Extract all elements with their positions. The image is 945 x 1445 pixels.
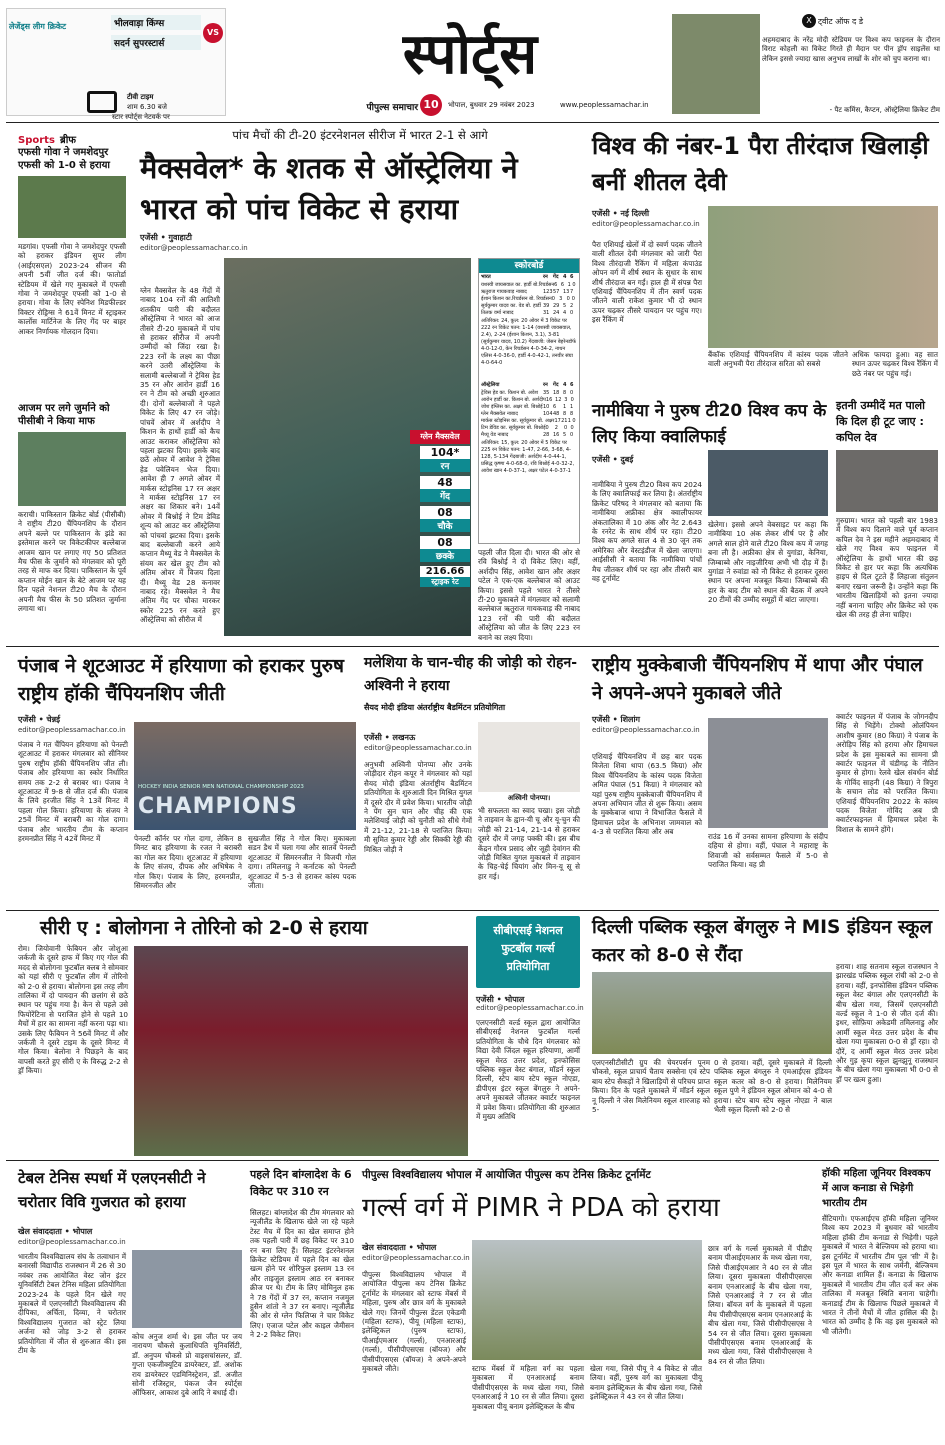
col-4s: 4 [563,274,567,280]
sixes: 8 [570,411,574,417]
balls: 2 [554,425,558,431]
kapil-photo [836,450,938,512]
junior-headline: हॉकी महिला जूनियर विश्वकप में आज कनाडा से भिड़ेगी भारतीय टीम [822,1168,931,1209]
sheetal-place: नई दिल्ली [620,209,650,218]
cbse-body-4: हराया। शाह सतनाम स्कूल राजस्थान ने झारखंड पब्लिक स्कूल रांची को 2-0 से हराया। वहीं, इनफोसिस इंडियन पब्लिक स्कूल वेस्ट बंगाल और एलएनसीटी के बीच खेला गया, जिसमें एलएनसीटी वर्ल्ड स्कूल ने 1-0 से जीत दर्ज की। इधर, सोफ़िया अकेडमी तमिलनाडु और आर्मी स्कूल मेरठ उत्तर प्रदेश के बीच खेला गया मुकाबला 0-0 से ड्रॉ रहा। दो दौरें, द आर्मी स्कूल मेरठ उत्तर प्रदेश और गुड़ कृपा स्कूल झुनझुनू राजस्थान के बीच खेला गया मुकाबला भी 0-0 से ड्रॉ पर खत्म हुआ। [836,962,938,1084]
tt-agency: खेल संवाददाता [18,1227,62,1236]
cbse-box [476,916,580,988]
col-4s: 4 [563,382,567,388]
balls: 6 [560,282,565,288]
section-title: स्पोर्ट्स [402,21,538,87]
pimr-cricket-photo [472,1240,702,1360]
brief-text-1: मडगांव। एफसी गोवा ने जमशेदपुर एफसी को हराकर इंडियन सुपर लीग (आईएसएल) 2023-24 सीजन की अपनी 5वीं जीत दर्ज की। फातोर्डा स्टेडियम में खेले गए मुकाबले में एफसी गोवा ने जमशेदपुर एफसी को 1-0 से हराया। गोवा के लिए स्पेनिश मिडफील्डर विक्टर रोड्रिग्स ने 61वें मिनट में स्ट्राइकर कार्लोस मार्टिनेज के लिए गेंद पर बाहर आकर निर्णायक गोलदान दिया। [18,242,126,336]
fours: 3 [564,397,568,403]
tweet-label: ट्वीट ऑफ द डे [818,17,864,26]
hockey-byline: एजेंसी • चेन्नई [18,715,61,724]
sheetal-byline: एजेंसी • नई दिल्ली [592,209,650,218]
page-number: 10 [420,94,442,116]
cbse-match-photo [592,972,832,1054]
batter: ऋतुराज गायकवाड़ नाबाद [481,289,527,295]
runs: 6 [554,282,558,288]
cbse-headline: दिल्ली पब्लिक स्कूल बेंगलुरु ने MIS इंडियन स्कूल कतर को 8-0 से रौंदा [592,917,932,966]
hockey-champions: CHAMPIONS [138,794,298,819]
stat-value: 08 [420,536,470,549]
sheetal-body-2: अधिक फायदा हुआ। वह सात स्थान ऊपर चढ़कर विश्व रैंकिंग में छठे नंबर पर पहुंच गई। [852,350,938,378]
lead-byline: एजेंसी • गुवाहाटी [140,233,192,242]
sixes: 0 [570,397,574,403]
pimr-body-2: स्टाफ मेंबर्स में महिला वर्ग का पहला मुकाबला में एनआरआई बनाम पीसीपीएसएस के मध्य खेला गया, जिसे एनआरआई ने 10 रन से जीत लिया। दूसरा मुकाबला पीयू बनाम इलेक्ट्रिकल के बीच [472,1364,584,1411]
hockey-headline: पंजाब ने शूटआउट में हरियाणा को हराकर पुरुष राष्ट्रीय हॉकी चैंपियनशिप जीती [18,655,344,705]
fours: 1 [563,404,567,410]
seriea-body: रोम। जियोवानी फेबियन और जोशुआ जर्कजी के दूसरे हाफ में किए गए गोल की मदद से बोलोगना फुटबॉल क्लब ने सोमवार को यहां सीरी ए फुटबॉल लीग में तोरिनो को 2-0 से हराया। बोलोगना इस तरह लीग तालिका में दो पायदान की छलांग से छठे स्थान पर पहुंच गया है। केन से पहले उसे फियोरेंटिना से पराजित होने से पहले 10 मैचों में हार का सामना नहीं करना पड़ा था। उसके लिए फैबियन ने 56वें मिनट में और जर्कजी ने दूसरे टाइम के दूसरे मिनट में गोल किया। बेलोना ने पिछड़ने के बाद वापसी करते हुए सीरी ए के विरुद्ध 2-2 से ड्रॉ किया। [18,944,128,1076]
badminton-body: अनुभवी अश्विनी पोनप्पा और उनके जोड़ीदार रोहन कपूर ने मंगलवार को यहां सैयद मोदी इंडिया अंतर्राष्ट्रीय बैडमिंटन प्रतियोगिता के शुरुआती दिन मिश्रित युगल में दूसरे दौर में प्रवेश किया। भारतीय जोड़ी ने पेंग सुन चान और चीह की एक मलेशियाई जोड़ी को चुनौती को सीधे गेमों में 21-12, 21-18 से पराजित किया। मी सुमित कुमार रेड्डी और सिक्की रेड्डी की मिश्रित जोड़ी ने [364,760,472,854]
boxing-byline: एजेंसी • शिलांग [592,715,641,724]
pimr-kicker: पीपुल्स विश्वविद्यालय भोपाल में आयोजित पीपुल्स कप टेनिस क्रिकेट टूर्नामेंट [362,1169,651,1181]
dateline: भोपाल, बुधवार 29 नवंबर 2023 [448,101,535,109]
pimr-agency: खेल संवाददाता [362,1243,406,1252]
scoreboard-title: स्कोरबोर्ड [479,259,579,273]
brief-logo-s: Sports [18,135,55,146]
cbse-body: एलएनसीटी वर्ल्ड स्कूल द्वारा आयोजित सीबीएसई नेशनल फुटबॉल गर्ल्स प्रतियोगिता के चौथे दिन मंगलवार को विद्या देवी जिंदल स्कूल हरियाणा, आर्मी स्कूल मेरठ उत्तर प्रदेश, इनफोसिस पब्लिक स्कूल वेस्ट बंगाल, मॉडर्न स्कूल दिल्ली, स्टेप बाय स्टेप स्कूल नोएडा, डीपीएस इंटर स्कूल बेंगलुरु ने अपने-अपने मुकाबले जीतकर क्वार्टर फाइनल में प्रवेश किया। प्रतियोगिता की शुरुआत में मुख्य अतिथि [476,1018,580,1122]
namibia-place: दुबई [620,455,634,464]
pimr-headline: गर्ल्स वर्ग में PIMR ने PDA को हराया [362,1193,720,1223]
hockey-banner: HOCKEY INDIA SENIOR MEN NATIONAL CHAMPIONSHIP 2023 [138,784,304,790]
batter: मार्कस स्टोइनिस का. सूर्यकुमार बो. अक्षर [481,418,555,424]
stat-label: स्ट्राइक रेट [420,577,470,587]
cbse-box-text: सीबीएसई नेशनल फुटबॉल गर्ल्स प्रतियोगिता [493,924,563,973]
batter: ट्रेविस हेड का. किशन बो. अवेश [481,390,539,396]
col-6s: 6 [570,382,574,388]
table-row [479,289,579,296]
fours: 8 [563,411,567,417]
runs: 16 [545,397,553,403]
kapil-headline: इतनी उम्मीदें मत पालो कि दिल ही टूट जाए : कपिल देव [836,399,925,444]
fours: 5 [563,432,567,438]
tt-place: भोपाल [72,1227,93,1236]
football-match-photo [134,946,468,1156]
brief-headline-1: एफसी गोवा ने जमशेदपुर एफसी को 1-0 से हराया [18,147,110,171]
archery-photo [708,206,938,348]
team1: भीलवाड़ा किंग्स [111,15,201,30]
runs: 28 [543,432,550,438]
stat-label: रन [420,459,470,472]
col-runs: रन [543,274,548,280]
badminton-byline: एजेंसी • लखनऊ [364,733,416,742]
cbse-byline: एजेंसी • भोपाल [476,995,525,1004]
badminton-place: लखनऊ [392,733,416,742]
tv-icon [87,91,117,113]
runs: 17 [554,418,561,424]
table-row [479,418,579,425]
vs-badge: VS [203,23,223,43]
azam-photo [18,432,126,506]
balls: 48 [553,411,560,417]
ban-body: सिलहट। बांग्लादेश की टीम मंगलवार को न्यूजीलैंड के खिलाफ खेले जा रहे पहले टेस्ट मैच में दिन का खेल समाप्त होने तक पहली पारी में छह विकेट पर 310 रन बना लिए हैं। सिलहट इंटरनेशनल क्रिकेट स्टेडियम में पहले दिन का खेल खत्म होने पर शोरिफुल इस्लाम 13 रन और ताइजुल इस्लाम आठ रन बनाकर क्रीज पर थे। टीम के लिए मोमिनुल हक ने 78 गेंदों में 37 रन, कप्तान नजमुल हुसैन शांतो ने 37 रन बनाए। न्यूजीलैंड की ओर से ग्लेन फिलिप्स ने चार विकेट लिए। एजाज पटेल और काइल जैमीसन ने 2-2 विकेट लिए। [250,1208,354,1340]
lead-body-1: ग्लेन मैक्सवेल के 48 गेंदों में नाबाद 104 रनों की आतिशी शतकीय पारी की बदौलत ऑस्ट्रेलिया ने भारत को आज तीसरे टी-20 मुकाबले में पांच से हराकर सीरीज में अपनी उम्मीदों को जिंदा रखा है। 223 रनों के लक्ष्य का पीछा करने उतरी ऑस्ट्रेलिया के सलामी बल्लेबाजों ने ट्रेविस हेड 35 रन और आरोन हार्डी 16 रन ने टीम को अच्छी शुरुआत दी। दोनों बल्लेबाजों ने पहले विकेट के लिए 47 रन जोड़े। पांचवें ओवर में अर्शदीप ने किशन के हाथों हार्डी को कैच आउट कराकर ऑस्ट्रेलिया को पहला झटका दिया। इसके बाद छठें ओवर में आवेश ने ट्रेविस हेड पवेलियन भेज दिया। आवेश ही 7 अगले ओवर में मार्कस स्टोइनिस 17 रन अक्षर ने मार्कस स्टोइनिस 17 रन अक्षर का शिकार बने। 14वें ओवर में बिश्नोई ने टिम डेविड शून्य को आउट कर ऑस्ट्रेलिया को पांचवां झटका दिया। इसके बाद बल्लेबाजी करने आये कप्तान मैथ्यू वेड ने मैक्सवेल के संयम कर खेल हुए टीम को अंतिम ओवर में विजय दिला दी। मैथ्यू वेड 28 कनावर नाबाद रहे। मैक्सवेल ने मैच अंतिम गेंद पर चौका मारकर स्कोर 225 रन करते हुए ऑस्ट्रेलिया को सीरीज में [140,286,220,625]
fours: 4 [563,310,567,316]
sixes: 0 [570,425,574,431]
tv-label: टीवी टाइम [127,93,154,101]
pimr-body-3: खेला गया, जिसे पीयू ने 4 विकेट से जीत लिया। वहीं, पुरुष वर्ग का मुकाबला पीयू बनाम इलेक्ट्रिकल के बीच खेला गया, जिसे इलेक्ट्रिकल ने 43 रन से जीत लिया। [590,1364,702,1402]
table-row [479,425,579,432]
tv-time: शाम 6.30 बजे [127,103,167,111]
boxing-headline: राष्ट्रीय मुक्केबाजी चैंपियनशिप में थापा और पंघाल ने अपने-अपने मुकाबले जीते [592,655,923,704]
sixes: 1 [570,404,574,410]
sixes: 0 [570,390,574,396]
col-name: ऑस्ट्रेलिया [481,382,500,388]
stats-panel [420,446,470,636]
balls: 29 [553,303,560,309]
brief-text-2: कराची। पाकिस्तान क्रिकेट बोर्ड (पीसीबी) ने राष्ट्रीय टी20 चैंपियनशिप के दौरान अपने बल्ले पर पाकिस्तान के झंडे का इस्तेमाल करने पर विकेटकीपर बल्लेबाज आजम खान पर लगाए गए 50 प्रतिशत मैच फीस के जुर्माने को मंगलवार को पूरी तरह से माफ कर दिया। पाकिस्तान के पूर्व कप्तान मोईन खान के बेटे आजम पर यह दिन पहले नेशनल टी20 मैच के दौरान अपनी मैच फीस के 50 प्रतिशत जुर्माना लगाया था। [18,510,126,614]
runs: 0 [551,296,555,302]
fours: 13 [563,289,570,295]
scoreboard-extras-2: अतिरिक्त: 15, कुल: 20 ओवर में 5 विकेट पर 225 रन विकेट पतन: 1-47, 2-66, 3-68, 4-128, 5-134 गेंदबाजी: अर्शदीप 4-0-44-1, प्रसिद्ध कृष्णा 4-0-68-0, रवि बिश्नोई 4-0-32-2, आवेश खान 4-0-37-1, अक्षर पटेल 4-0-37-1 [481,440,575,474]
batter: ईशान किशन का.रिचर्डसन बो. रिचर्डसन [481,296,552,302]
pimr-body: पीपुल्स विश्वविद्यालय भोपाल में आयोजित पीपुल्स कप टेनिस क्रिकेट टूर्नामेंट के मंगलवार को स्टाफ मेंबर्स में महिला, पुरुष और छात्र वर्ग के मुकाबले खेले गए। जिनमें पीपुल्स डेंटल एकेडमी (महिला स्टाफ), पीयू (महिला स्टाफ), इलेक्ट्रिकल (पुरुष स्टाफ), पीआईएमआर (गर्ल्स), एनआरआई (गर्ल्स), पीसीपीएसएस (बॉयज) और पीसीपीएसएस (बॉयज) ने अपने-अपने मुकाबले जीते। [362,1270,466,1374]
cbse-place: भोपाल [504,995,525,1004]
tweet-text: अहमदाबाद के नरेंद्र मोदी स्टेडियम पर विश्व कप फाइनल के दौरान विराट कोहली का विकेट गिरते ही मैदान पर पीन ड्रॉप साइलेंस था लेकिन इससे ज्यादा खास अनुभव लाखों के शोर को चुप कराना था। [762,36,940,63]
fours: 0 [564,425,568,431]
table-row [479,303,579,310]
tt-body: भारतीय विश्वविद्यालय संघ के तत्वाधान में बनारसी विद्यापीठ राजस्थान में 26 से 30 नवंबर तक आयोजित वेस्ट जोन इंटर यूनिवर्सिटी टेबल टेनिस महिला प्रतियोगिता 2023-24 के पहले दिन खेले गए मुकाबले में एलएनसीटी विश्वविद्यालय की दीपिका, अर्चिता, दिव्या, ने चरोतार विश्वविद्यालय गुजरात को स्ट्रेट लिया अर्जना को जोड़ 3-2 से हराकर प्रतियोगिता में जीत से शुरुआत की। इस टीम के [18,1252,126,1356]
ban-headline: पहले दिन बांग्लादेश के 6 विकेट पर 310 रन [250,1168,352,1198]
stat-label: गेंद [420,489,470,502]
lead-agency: एजेंसी [140,233,158,242]
stat-sixes [420,536,470,562]
tt-body-2: कोच अनुज शर्मा थे। इस जीत पर जय नारायण चौकसे कुलाधिपति यूनिवर्सिटी, डॉ. अनुपम चौकसे प्रो वाइसचांसलर, डॉ. गुप्ता एकजीक्यूटिव डायरेक्टर, डॉ. अशोक राय डायरेक्टर एडमिनिस्ट्रेशन, डॉ. अजीत सोनी रजिस्ट्रार, पंकज जैन स्पोर्ट्स ऑफिसर, आकाश दुबे आदि ने बधाई दी। [132,1332,242,1398]
boxing-body-2: क्वार्टर फाइनल में पंजाब के जोगनदीप सिंह से भिड़ेंगे। टोक्यो ओलंपियन आशीष कुमार (80 किग्रा) ने पंजाब के अरोड़िप सिंह को हराया और हिमाचल प्रदेश के इस मुकाबले का सामना प्री क्वार्टर फाइनल में चंडीगढ़ के नीतिन कुमार से होगा। रेलवे खेल संवर्धन बोर्ड के गोविंद साहनी (48 किग्रा) ने त्रिपुरा के सचान लोड को पराजित किया। एशियाई चैंपियनशिप 2022 के कांस्य पदक विजेता गोविंद अब प्री क्वार्टरफाइनल में हिमाचल प्रदेश के विशाल के सामने होंगे। [836,712,938,834]
runs: 10 [543,404,550,410]
namibia-headline: नामीबिया ने पुरुष टी20 विश्व कप के लिए किया क्वालिफाई [592,401,827,447]
namibia-team-photo [708,450,828,516]
boxing-agency: एजेंसी [592,715,610,724]
balls: 21 [561,418,568,424]
tt-headline: टेबल टेनिस स्पर्धा में एलएनसीटी ने चरोतार विवि गुजरात को हराया [18,1169,206,1211]
scoreboard-head-2 [479,381,579,390]
balls: 16 [553,432,560,438]
balls: 24 [553,310,560,316]
fours: 1 [567,418,571,424]
cbse-body-2: एलएनसीटीसीटी ग्रुप की चेयरपर्सन पूनम चौकसे, स्कूल प्राचार्य चैताय सक्सेना एवं स्टेप बाय स्टेप सैकड़ों ने खिलाड़ियों से परिचय प्राप्त किया। दिन के पहले मुकाबले में मॉडर्न स्कूल नू दिल्ली ने जेस मिलेनियम स्कूल शारजाह को 5- [592,1058,710,1115]
sixes: 0 [572,418,576,424]
pimr-place: भोपाल [416,1243,437,1252]
fours: 8 [563,390,567,396]
player-name-box: ग्लेन मैक्सवेल [410,430,470,444]
stat-value: 08 [420,506,470,519]
fours: 0 [566,296,570,302]
promo-box [6,8,226,121]
balls: 6 [553,404,557,410]
ashwini-caption: अश्विनी पोनप्पा। [507,794,551,802]
cbse-email: editor@peoplessamachar.co.in [476,1004,584,1012]
boxing-body: एशियाई चैंपियनशिप में छह बार पदक विजेता शिवा थापा (63.5 किग्रा) और विश्व चैंपियनशिप के कांस्य पदक विजेता अमित पंघाल (51 किग्रा) ने मंगलवार को यहां पुरुष राष्ट्रीय मुक्केबाजी चैंपियनशिप में अपना अभियान जीत से शुरू किया। असम के मुक्केबाज थापा ने विभाजित फैसले में हिमाचल प्रदेश के अभिनाश जामवाल को 4-3 से पराजित किया और अब [592,752,702,837]
junior-body: सैंटियागो। एफआईएच हॉकी महिला जूनियर विश्व कप 2023 में बुधवार को भारतीय महिला हॉकी टीम कनाडा से भिड़ेगी। पहले मुकाबले में भारत ने बेल्जियम को हराया था। इस टूर्नामेंट में भारतीय टीम पूल 'सी' में है। इस पूल में भारत के साथ जर्मनी, बेल्जियम और कनाडा शामिल हैं। कनाडा के खिलाफ मुकाबले में भारतीय टीम जीत दर्ज कर अंक तालिका में मजबूत स्थिति बनाना चाहेगी। कनाडाई टीम के खिलाफ पिछले मुकाबले में भारत ने तीनों मैचों में जीत हासिल की है। भारत को उम्मीद है कि वह इस मुकाबले को भी जीतेगी। [822,1214,938,1336]
sixes: 2 [570,303,574,309]
scoreboard-extras: अतिरिक्त: 24, कुल: 20 ओवर में 3 विकेट पर 222 रन विकेट पतन: 1-14 (यशस्वी जायसवाल, 2.4), 2-24 (ईशान किशन, 3.1), 3-81 (सूर्यकुमार यादव, 10.2) गेंदबाजी: जेसन बेहरेनडॉर्फ 4-0-12-0, केन रिचर्डसन 4-0-34-2, नाथन एलिस 4-0-36-0, हार्डी 4-0-42-1, तनवीर संघा 4-0-64-0 [481,318,576,366]
balls: 3 [559,296,563,302]
fours: 1 [567,282,571,288]
brief-logo-text: ब्रीफ [60,135,77,146]
hockey-agency: एजेंसी [18,715,36,724]
sixes: 0 [570,432,574,438]
batter: जोश इंग्लिस का. अक्षर बो. बिश्नोई [481,404,543,410]
hockey-body-3: सुखजीत सिंह ने गोल किए। मुकाबला सडन डैथ में चला गया और सातवें पेनल्टी शूटआउट में सिमरनजीत ने विजयी गोल दागा। तमिलनाडु ने कर्नाटक को पेनल्टी शूटआउट में 5-3 से हराकर कांस्य पदक जीता। [248,834,356,891]
batter: मैथ्यू वेड नाबाद [481,432,509,438]
lead-body-2: पहली जीत दिला दी। भारत की ओर से रवि बिश्नोई ने दो विकेट लिए। वहीं, अर्शदीप सिंह, आवेश खान और अक्षर पटेल ने एक-एक बल्लेबाज को आउट किया। इससे पहले भारत ने तीसरे टी-20 मुकाबले में मंगलवार को सलामी बल्लेबाज ऋतुराज गायकवाड़ की नाबाद 123 रनों की पारी की बदौलत ऑस्ट्रेलिया को जीत के लिए 223 रन बनाने का लक्ष्य दिया। [478,548,580,642]
hockey-photo [134,722,356,830]
website: www.peoplessamachar.in [560,101,649,109]
namibia-body-2: खेलेगा। इससे अपने वेबसाइट पर कहा कि नामीबिया 10 अंक लेकर शीर्ष पर है और अगले साल होने वाले टी20 विश्व कप में जगह बना ली है। अफ्रीका क्षेत्र से युगांडा, केनिया, जिम्बाब्वे और नाइजीरिया अभी भी दौड़ में हैं। युगांडा ने रुवांडा को नौ विकेट से हराकर दूसरा स्थान पर अपना मजबूत किया। जिम्बाब्वे की हार के बाद टीम को स्थान की बैठक में अपने 20 टीमों की उम्मीद समूहों में बांटा जाएगा। [708,520,828,605]
stat-runs [420,446,470,472]
hockey-body-2: पेनल्टी कॉर्नर पर गोल दागा, लेकिन 8 मिनट बाद हरियाणा के रजत ने बराबरी का गोल कर दिया। शूटआउट में हरियाणा के लिए संजय, दीपक और अभिषेक ने गोल किए। पंजाब के लिए, हरमनप्रीत, सिमरनजीत और [134,834,242,891]
col-balls: गेंद [553,382,559,388]
hockey-email: editor@peoplessamachar.co.in [18,726,126,734]
boxing-photo [708,718,828,828]
balls: 57 [553,289,560,295]
scoreboard [478,258,580,544]
namibia-agency: एजेंसी [592,455,610,464]
table-row [479,411,579,418]
football-photo [18,176,126,238]
team2: सदर्न सुपरस्टार्स [111,35,201,50]
brief-headline-2: आजम पर लगे जुर्माने को पीसीबी ने किया माफ [18,403,110,427]
badminton-agency: एजेंसी [364,733,382,742]
table-row [479,310,579,317]
table-row [479,432,579,439]
runs: 123 [543,289,553,295]
lead-email: editor@peoplessamachar.co.in [140,244,248,252]
lead-place: गुवाहाटी [168,233,192,242]
stat-value: 104* [420,446,470,459]
balls: 18 [553,390,560,396]
lead-kicker: पांच मैचों की टी-20 इंटरनेशनल सीरीज में भारत 2-1 से आगे [232,128,488,142]
sixes: 0 [571,296,575,302]
sixes: 0 [570,310,574,316]
boxing-caption: राउंड 16 में उनका सामना हरियाणा के संदीप दहिया से होगा। वहीं, पंघाल ने महाराष्ट्र के शिवाजी को सर्वसम्मत फैसले में 5-0 से पराजित किया। वह प्री [708,832,828,870]
fours: 5 [563,303,567,309]
paper-name: पीपुल्स समाचार [366,103,418,113]
tweet-author: - पैट कमिंस, कैप्टन, ऑस्ट्रेलिया क्रिकेट टीम [829,106,940,114]
sheetal-caption: बैंकॉक एशियाई चैंपियनशिप में कांस्य पदक जीतने वाली अनुभवी पैरा तीरंदाज सरिता को सबसे [708,350,848,369]
table-row [479,404,579,411]
table-row [479,397,579,404]
namibia-byline: एजेंसी • दुबई [592,455,634,464]
col-6s: 6 [570,274,574,280]
league-label: लेजेंड्स लीग क्रिकेट [9,22,67,31]
badminton-headline: मलेशिया के चान-चीह की जोड़ी को रोहन-अश्विनी ने हराया [364,655,578,694]
stat-value: 48 [420,476,470,489]
stat-value: 216.66 [420,566,470,577]
stat-strike-rate [420,566,470,587]
sheetal-agency: एजेंसी [592,209,610,218]
batter: सूर्यकुमार यादव का. वेड बो. हार्डी [481,303,541,309]
namibia-body: नामीबिया ने पुरुष टी20 विश्व कप 2024 के लिए क्वालिफाई कर लिया है। अंतर्राष्ट्रीय क्रिकेट परिषद ने मंगलवार को बताया कि नामीबिया अफ्रीका क्षेत्र क्वालीफायर अंकतालिका में 10 अंक और नेट 2.643 के रनरेट के साथ शीर्ष पर रहा। टी20 विश्व कप अगले साल 4 से 30 जून तक अमेरिका और वेस्टइंडीज में खेला जाएगा। आईसीसी ने बताया कि नामीबिया पांचों मैच जीतकर शीर्ष पर रहा और तीसरी बार वह टूर्नामेंट [592,480,702,584]
balls: 12 [555,397,562,403]
badminton-body-2: भी सफलता का स्वाद चखा। इस जोड़ी ने ताइवान के ह्वान-यी चू और यू-चुन की जोड़ी को 21-14, 21-14 से हराकर दूसरे दौर में जगह पक्की की। इस बीच केंद्रन गौरव प्रसाद और जूही देवांगन की जोड़ी मिश्रित युगल मुकाबले में ताइवान के चिह-चेई चियांग और मिन-यू सू से हार गई। [478,806,580,881]
tt-byline: खेल संवाददाता • भोपाल [18,1227,93,1236]
tt-team-photo [132,1250,242,1328]
ashwini-photo [478,722,580,792]
cummins-photo [672,14,760,114]
stat-label: चौके [420,519,470,532]
table-row [479,282,579,289]
batter: टिम डेविड का. सूर्यकुमार बो. बिश्नोई [481,425,546,431]
sheetal-headline: विश्व की नंबर-1 पैरा तीरंदाज खिलाड़ी बनीं शीतल देवी [592,132,929,196]
pimr-byline: खेल संवाददाता • भोपाल [362,1243,437,1252]
runs: 31 [543,310,550,316]
sixes: 0 [572,282,576,288]
batter: आरोन हार्डी का. किशन बो. अर्शदीप [481,397,546,403]
stat-fours [420,506,470,532]
kapil-body: गुरुग्राम। भारत को पहली बार 1983 में विश्व कप दिलाने वाले पूर्व कप्तान कपिल देव ने इस महीने अहमदाबाद में खेले गए विश्व कप फाइनल में ऑस्ट्रेलिया के हाथों भारत की छह विकेट से हार पर कहा कि अत्यधिक हाइप से दिल टूटते हैं लिहाजा संतुलन बनाए रखना जरूरी है। उन्होंने कहा कि भारतीय खिलाड़ियों को इतना ज्यादा नहीं बनाना चाहिए और क्रिकेट को एक खेल की तरह ही लेना चाहिए। [836,516,938,620]
lead-headline: मैक्सवेल* के शतक से ऑस्ट्रेलिया ने भारत को पांच विकेट से हराया [140,151,518,226]
pimr-body-4: छात्र वर्ग के गर्ल्स मुकाबले में पीडीए बनाम पीआईएमआर के मध्य खेला गया, जिसे पीआईएमआर ने 40 रन से जीत लिया। दूसरा मुकाबला पीसीपीएसएस बनाम एनआरआई के बीच खेला गया, जिसे एनआरआई ने 7 रन से जीत लिया। बॉयज वर्ग के मुकाबले में पहला मैच पीसीपीएसएस बनाम एनआरआई के बीच खेला गया, जिसे पीसीपीएसएस ने 54 रन से जीत लिया। दूसरा मुकाबला पीसीपीएसएस बनाम एनआरआई के मध्य खेला गया, जिसे पीसीपीएसएस ने 84 रन से जीत लिया। [708,1244,812,1366]
col-balls: गेंद [553,274,559,280]
stat-balls [420,476,470,502]
batter: ग्लेन मैक्सवेल नाबाद [481,411,518,417]
cbse-body-3: 0 से हराया। वहीं, दूसरे मुकाबले में दिल्ली पब्लिक स्कूल बंगलुरु ने एमआईएस इंडियन स्कूल कतर को 8-0 से हराया। मिलेनियम स्कूल पुणे ने इंडियन स्कूल ओमान को 4-0 से हराया। स्टेप बाय स्टेप स्कूल नोएडा ने बाल भैली स्कूल दिल्ली को 2-0 से [714,1058,832,1115]
sheetal-email: editor@peoplessamachar.co.in [592,220,700,228]
col-runs: रन [543,382,548,388]
badminton-email: editor@peoplessamachar.co.in [364,744,472,752]
hockey-place: चेन्नई [46,715,61,724]
runs: 104 [543,411,553,417]
hockey-body: पंजाब ने गत चैंपियन हरियाणा को पेनल्टी शूटआउट में हराकर मंगलवार को सीनियर पुरुष राष्ट्रीय हॉकी चैंपियनशिप जीत ली। पंजाब और हरियाणा का स्कोर निर्धारित समय तक 2-2 से बराबर था। पंजाब ने शूटआउट में 9-8 से जीत दर्ज की। पंजाब के लिये हरजीत सिंह ने 13वें मिनट में पहला गोल किया। हरियाणा के संजय ने 25वें मिनट में बराबरी का गोल दागा। पंजाब और भारतीय टीम के कप्तान हरमनप्रीत सिंह ने 42वें मिनट में [18,740,128,844]
cbse-agency: एजेंसी [476,995,494,1004]
runs: 39 [543,303,550,309]
brief-logo [18,128,128,144]
sheetal-body: पैरा एशियाई खेलों में दो स्वर्ण पदक जीतने वाली शीतल देवी मंगलवार को जारी पैरा विश्व तीरंदाजी रैंकिंग में महिला कंपाउंड ओपन वर्ग में शीर्ष स्थान के सुधार के साथ शीर्ष तीरंदाज बन गईं। हाल ही में संपन्न पैरा एशियाई चैंपियनशिप में तीन स्वर्ण पदक जीतने वाली राकेश कुमार भी दो स्थान ऊपर चढ़कर तीसरे पायदान पर पहुंच गए। इस रैंकिंग में [592,240,702,325]
tv-channel: स्टार स्पोर्ट्स नेटवर्क पर [112,113,170,121]
table-row [479,296,579,303]
pimr-email: editor@peoplessamachar.co.in [362,1254,470,1262]
scoreboard-head [479,273,579,282]
sixes: 7 [570,289,574,295]
seriea-headline: सीरी ए : बोलोगना ने तोरिनो को 2-0 से हराया [40,917,368,939]
col-name: भारत [481,274,491,280]
boxing-place: शिलांग [620,715,641,724]
x-icon: X [802,14,816,28]
table-row [479,390,579,397]
batter: तिलक वर्मा नाबाद [481,310,514,316]
tweet-box [762,14,940,118]
runs: 0 [545,425,549,431]
batter: यशस्वी जायसवाल का. हार्डी बो.रिचर्डसन [481,282,555,288]
boxing-email: editor@peoplessamachar.co.in [592,726,700,734]
badminton-sub: सैयद मोदी इंडिया अंतर्राष्ट्रीय बैडमिंटन प्रतियोगिता [364,703,506,712]
tt-email: editor@peoplessamachar.co.in [18,1238,126,1246]
runs: 35 [543,390,550,396]
stat-label: छक्के [420,549,470,562]
